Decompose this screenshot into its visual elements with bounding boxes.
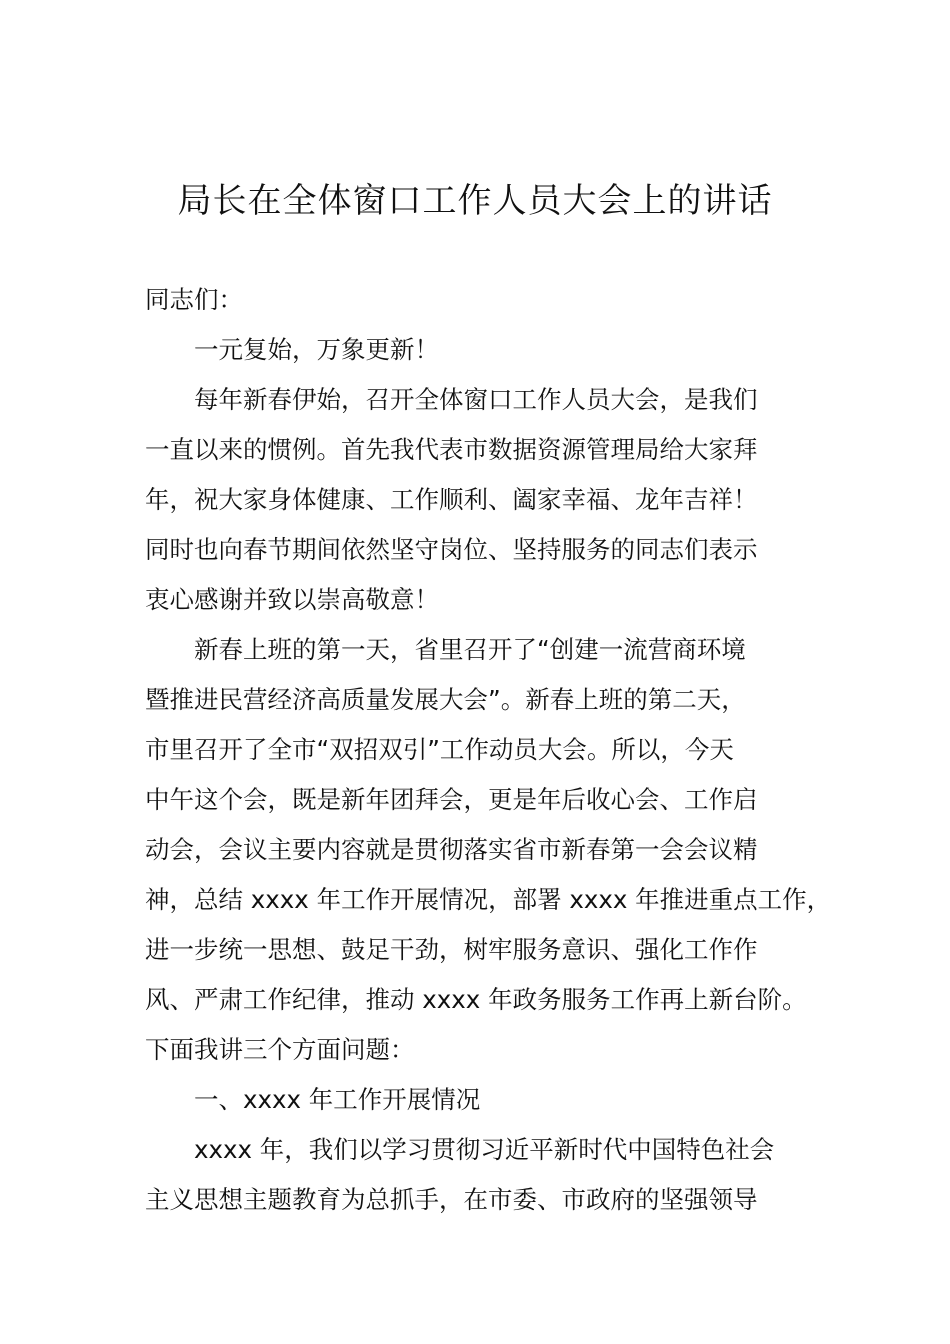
paragraph-line: 中午这个会，既是新年团拜会，更是年后收心会、工作启	[145, 785, 758, 814]
paragraph-line: 市里召开了全市“双招双引”工作动员大会。所以，今天	[145, 735, 734, 764]
paragraph-line: 每年新春伊始，召开全体窗口工作人员大会，是我们	[194, 385, 758, 414]
paragraph-line: 暨推进民营经济高质量发展大会”。新春上班的第二天，	[145, 685, 746, 714]
section-heading: 一、xxxx 年工作开展情况	[194, 1085, 481, 1114]
paragraph-line: 新春上班的第一天，省里召开了“创建一流营商环境	[194, 635, 746, 664]
paragraph-line: 同时也向春节期间依然坚守岗位、坚持服务的同志们表示	[145, 535, 758, 564]
paragraph-line: 神，总结 xxxx 年工作开展情况，部署 xxxx 年推进重点工作，	[145, 885, 832, 914]
paragraph-line: 下面我讲三个方面问题：	[145, 1035, 415, 1064]
salutation: 同志们：	[145, 285, 243, 314]
paragraph-line: 一直以来的惯例。首先我代表市数据资源管理局给大家拜	[145, 435, 758, 464]
paragraph-line: xxxx 年，我们以学习贯彻习近平新时代中国特色社会	[194, 1135, 775, 1164]
paragraph-line: 进一步统一思想、鼓足干劲，树牢服务意识、强化工作作	[145, 935, 758, 964]
paragraph-line: 主义思想主题教育为总抓手，在市委、市政府的坚强领导	[145, 1185, 758, 1214]
paragraph-line: 年，祝大家身体健康、工作顺利、阖家幸福、龙年吉祥！	[145, 485, 758, 514]
paragraph-line: 风、严肃工作纪律，推动 xxxx 年政务服务工作再上新台阶。	[145, 985, 807, 1014]
document-title: 局长在全体窗口工作人员大会上的讲话	[177, 181, 773, 221]
paragraph-line: 衷心感谢并致以崇高敬意！	[145, 585, 439, 614]
paragraph-line: 一元复始，万象更新！	[194, 335, 439, 364]
paragraph-line: 动会，会议主要内容就是贯彻落实省市新春第一会会议精	[145, 835, 758, 864]
